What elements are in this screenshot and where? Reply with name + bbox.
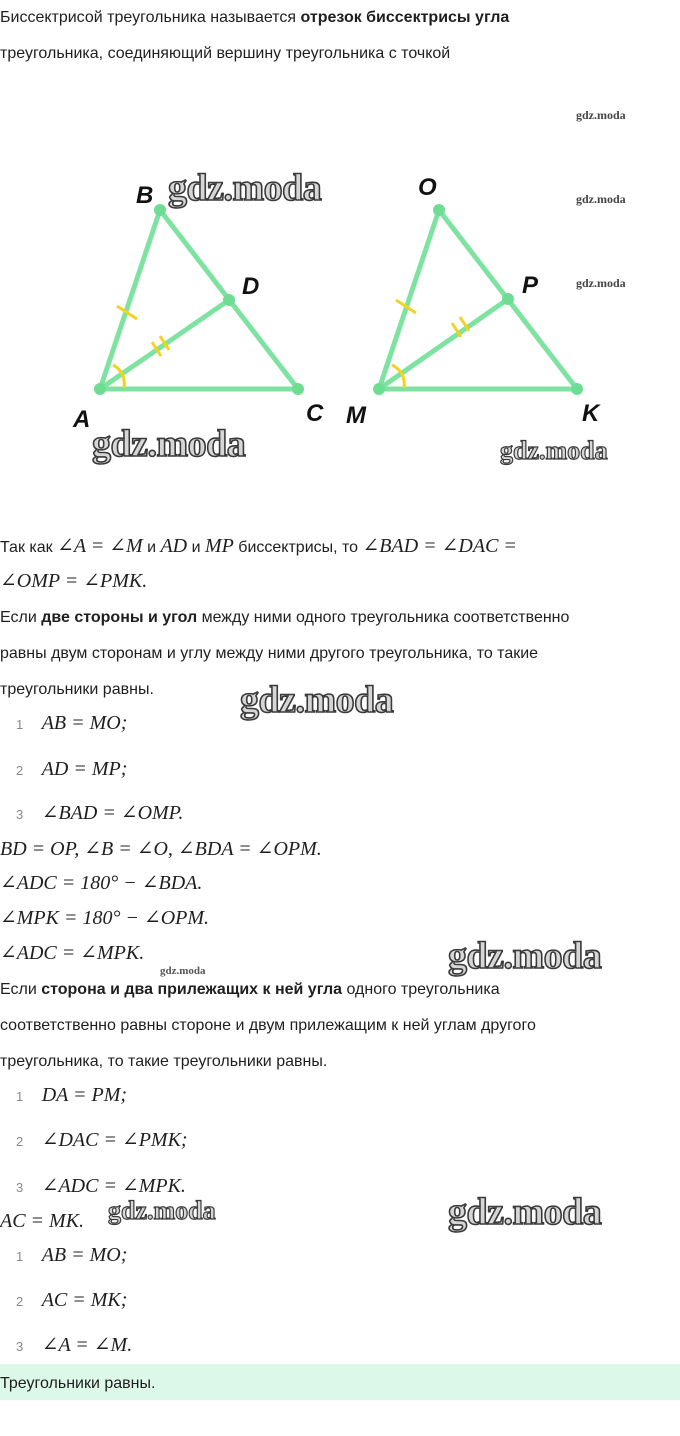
list-math: AB = MO; bbox=[41, 712, 128, 734]
list-number: 1 bbox=[16, 717, 24, 732]
label-m: M bbox=[346, 402, 366, 429]
list-math: AD = MP; bbox=[41, 758, 128, 780]
watermark: gdz.moda bbox=[108, 1196, 216, 1225]
list3-item bbox=[16, 1243, 127, 1267]
derivation-line: ∠MPK = 180° − ∠OPM. bbox=[0, 907, 210, 929]
rule1-line-3: треугольники равны. bbox=[0, 681, 154, 698]
list3-item bbox=[16, 1288, 127, 1312]
rule2-post: одного треугольника bbox=[342, 981, 500, 998]
derivation-line: ∠ADC = ∠MPK. bbox=[0, 942, 145, 964]
intro-bold: отрезок биссектрисы угла bbox=[300, 9, 510, 26]
rule1-line-1 bbox=[0, 608, 569, 628]
watermark: gdz.moda bbox=[576, 192, 626, 206]
list-math: AB = MO; bbox=[41, 1244, 128, 1266]
rule1-line-2: равны двум сторонам и углу между ними другого треугольника, то такие bbox=[0, 645, 539, 662]
list-number: 2 bbox=[16, 1134, 24, 1149]
vertex-o bbox=[433, 204, 445, 216]
step1-math-1: ∠A = ∠M bbox=[57, 535, 143, 557]
list-number: 3 bbox=[16, 1180, 24, 1195]
step1-math-2: AD bbox=[160, 535, 188, 557]
list-math: DA = PM; bbox=[41, 1084, 128, 1106]
list-math: ∠DAC = ∠PMK; bbox=[41, 1129, 188, 1151]
list2-item bbox=[16, 1083, 127, 1107]
list-number: 1 bbox=[16, 1249, 24, 1264]
list-math: ∠A = ∠M. bbox=[41, 1334, 133, 1356]
step1-line-2: ∠OMP = ∠PMK. bbox=[0, 570, 148, 592]
label-p: P bbox=[522, 272, 539, 299]
rule1-post: между ними одного треугольника соответственно bbox=[197, 609, 570, 626]
list-number: 2 bbox=[16, 1294, 24, 1309]
ac-equals-mk: AC = MK. bbox=[0, 1210, 85, 1232]
label-k: K bbox=[582, 400, 600, 427]
list2-item bbox=[16, 1128, 188, 1152]
rule1-pre: Если bbox=[0, 609, 42, 626]
rule1-bold: две стороны и угол bbox=[41, 609, 198, 626]
list1-item bbox=[16, 757, 127, 781]
list-math: ∠ADC = ∠MPK. bbox=[41, 1175, 186, 1197]
watermark: gdz.moda bbox=[92, 423, 246, 465]
label-b: B bbox=[136, 182, 154, 209]
list-math: AC = MK; bbox=[41, 1289, 128, 1311]
watermark: gdz.moda bbox=[576, 108, 626, 122]
watermark: gdz.moda bbox=[448, 935, 602, 977]
watermark: gdz.moda bbox=[160, 965, 206, 977]
label-d: D bbox=[242, 273, 260, 300]
rule2-line-3: треугольника, то такие треугольники равны. bbox=[0, 1053, 328, 1070]
list2-item bbox=[16, 1174, 186, 1198]
watermark: gdz.moda bbox=[448, 1191, 602, 1233]
triangles-figure bbox=[0, 160, 680, 460]
list-number: 3 bbox=[16, 807, 24, 822]
rule2-line-2: соответственно равны стороне и двум прилежащим к ней углам другого bbox=[0, 1017, 536, 1034]
rule2-bold: сторона и два прилежащих к ней угла bbox=[41, 981, 343, 998]
watermark: gdz.moda bbox=[168, 167, 322, 209]
vertex-a bbox=[94, 383, 106, 395]
intro-lead: Биссектрисой треугольника называется bbox=[0, 9, 301, 26]
list-math: ∠BAD = ∠OMP. bbox=[41, 802, 184, 824]
vertex-k bbox=[571, 383, 583, 395]
watermark: gdz.moda bbox=[240, 679, 394, 721]
label-o: O bbox=[418, 174, 437, 201]
derivation-line: ∠ADC = 180° − ∠BDA. bbox=[0, 872, 203, 894]
list1-item bbox=[16, 801, 183, 825]
rule2-pre: Если bbox=[0, 981, 42, 998]
side-mo bbox=[379, 210, 439, 389]
step1-math-3: MP bbox=[204, 535, 234, 557]
rule2-line-1 bbox=[0, 980, 500, 1000]
watermark: gdz.moda bbox=[500, 436, 608, 465]
label-a: A bbox=[73, 406, 91, 433]
vertex-c bbox=[292, 383, 304, 395]
triangle-abc bbox=[72, 182, 324, 433]
list1-item bbox=[16, 711, 127, 735]
watermark: gdz.moda bbox=[576, 276, 626, 290]
derivation-line: BD = OP, ∠B = ∠O, ∠BDA = ∠OPM. bbox=[0, 838, 322, 860]
step1-prefix: Так как bbox=[0, 539, 58, 556]
step1-math-4: ∠BAD = ∠DAC = bbox=[362, 535, 517, 557]
triangle-mok bbox=[346, 174, 601, 429]
conclusion: Треугольники равны. bbox=[0, 1375, 156, 1392]
step1-suffix: биссектрисы, то bbox=[233, 539, 363, 556]
side-ab bbox=[100, 210, 160, 389]
list3-item bbox=[16, 1333, 132, 1357]
intro-line-1 bbox=[0, 8, 509, 28]
step1-line-1 bbox=[0, 534, 517, 558]
vertex-p bbox=[502, 293, 514, 305]
step1-and-2: и bbox=[187, 539, 205, 556]
intro-line-2: треугольника, соединяющий вершину треугольника с точкой bbox=[0, 45, 451, 62]
vertex-b bbox=[154, 204, 166, 216]
vertex-m bbox=[373, 383, 385, 395]
list-number: 3 bbox=[16, 1339, 24, 1354]
list-number: 1 bbox=[16, 1089, 24, 1104]
label-c: C bbox=[306, 400, 324, 427]
vertex-d bbox=[223, 294, 235, 306]
step1-and-1: и bbox=[142, 539, 161, 556]
bisector-mp bbox=[379, 299, 508, 389]
list-number: 2 bbox=[16, 763, 24, 778]
